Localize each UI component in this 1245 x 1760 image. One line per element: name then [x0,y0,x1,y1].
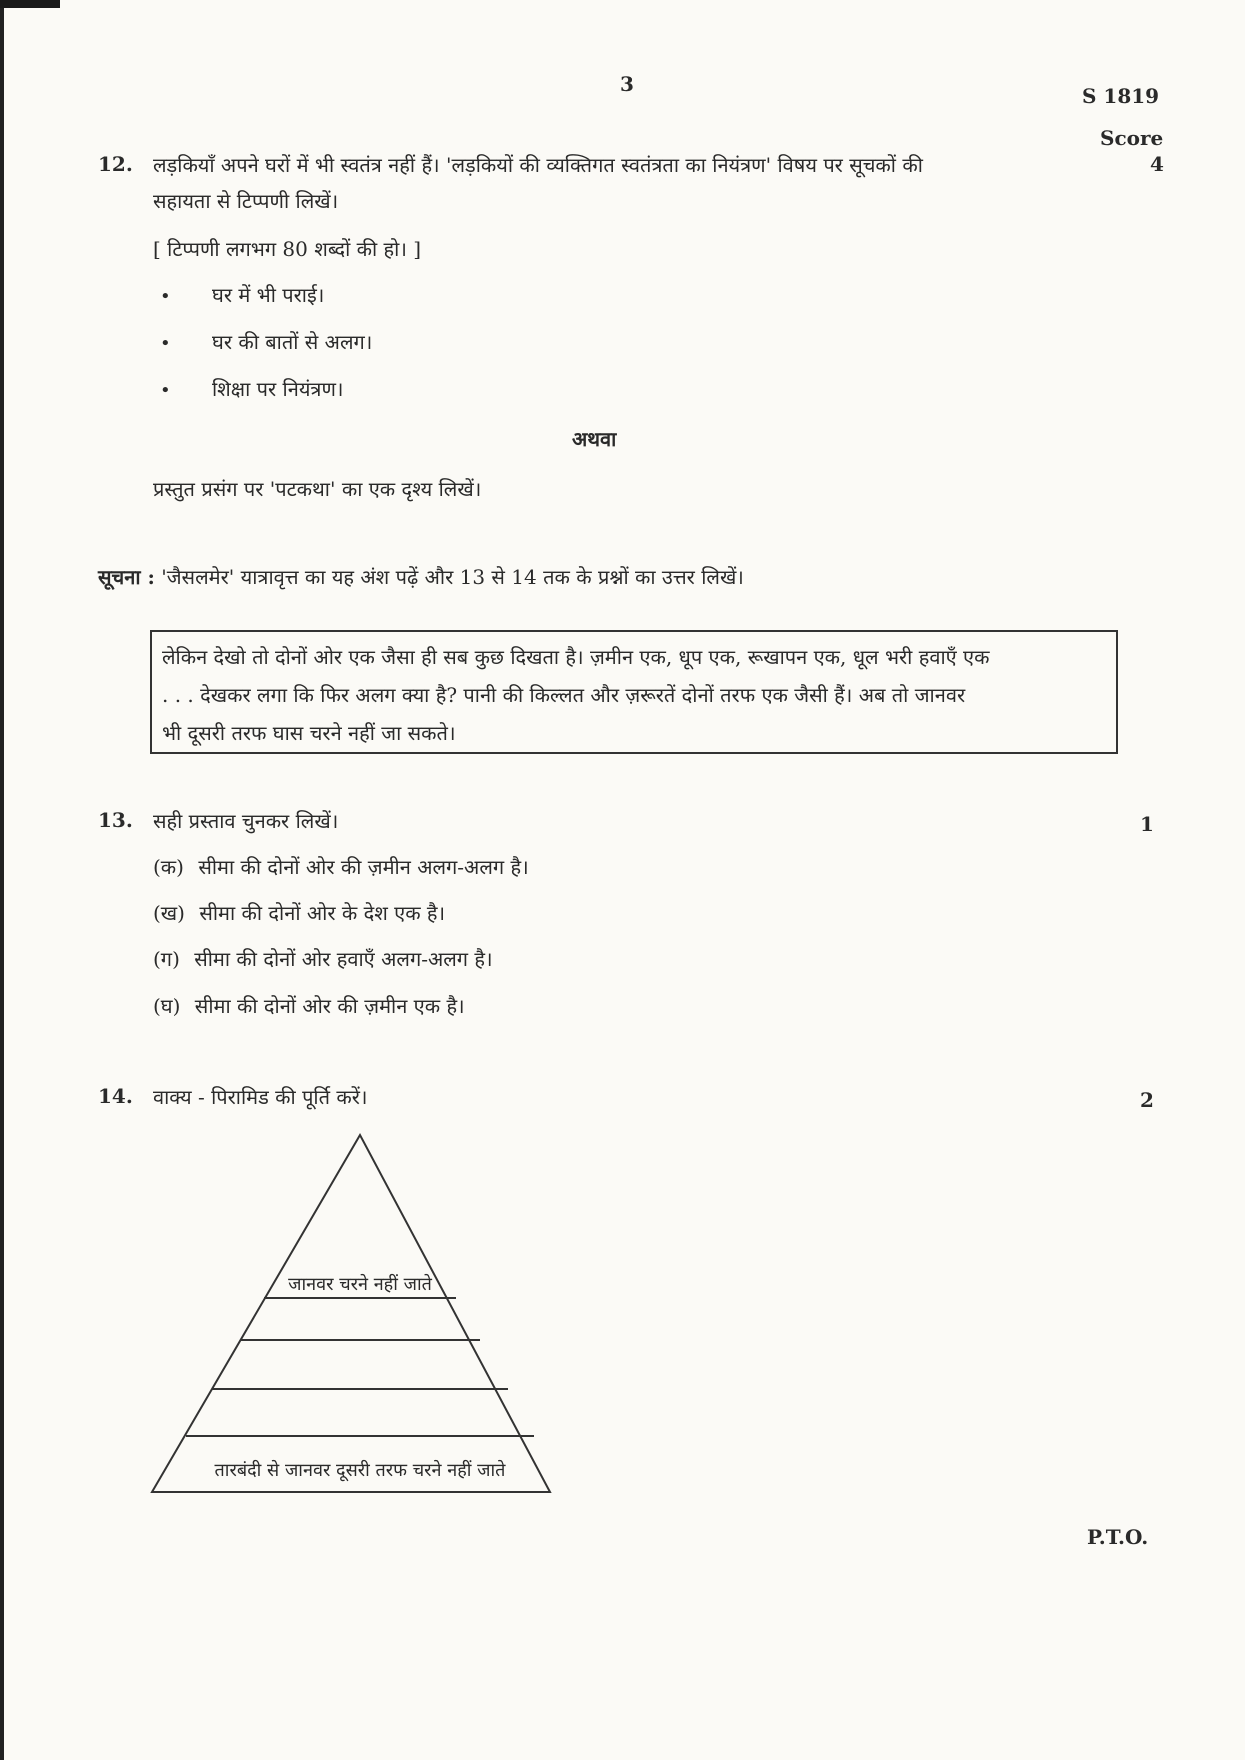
pyramid-outline [152,1135,550,1492]
paper-code: S 1819 [1082,84,1160,108]
q12-line2: सहायता से टिप्पणी लिखें। [153,189,339,213]
option-text: सीमा की दोनों ओर के देश एक है। [199,901,446,925]
q13-option [153,899,445,926]
q13-option [153,853,529,880]
question-number-13: 13. [98,808,133,832]
q12-bullet-3: शिक्षा पर नियंत्रण। [212,377,344,401]
notice-label: सूचना : [98,565,155,589]
option-label: (ख) [153,901,185,925]
option-label: (घ) [153,994,181,1018]
bullet-icon: • [160,380,171,401]
sentence-pyramid [150,1130,570,1495]
q14-prompt: वाक्य - पिरामिड की पूर्ति करें। [153,1085,368,1109]
question-number-12: 12. [98,152,133,176]
passage-line-1: लेकिन देखो तो दोनों ओर एक जैसा ही सब कुछ दिखता है। ज़मीन एक, धूप एक, रूखापन एक, धूल भरी हवाएँ एक [162,645,990,669]
scan-edge [0,0,4,1760]
q14-marks: 2 [1140,1088,1154,1112]
option-text: सीमा की दोनों ओर हवाएँ अलग-अलग है। [194,947,493,971]
option-label: (क) [153,855,184,879]
passage-line-2: . . . देखकर लगा कि फिर अलग क्या है? पानी की किल्लत और ज़रूरतें दोनों तरफ एक जैसी हैं। अब तो जानवर [162,683,966,707]
q12-marks: 4 [1150,152,1164,176]
passage-box [150,630,1118,754]
q13-prompt: सही प्रस्ताव चुनकर लिखें। [153,809,339,833]
q13-marks: 1 [1140,812,1154,836]
or-label: अथवा [572,427,617,451]
q12-line1: लड़कियाँ अपने घरों में भी स्वतंत्र नहीं हैं। 'लड़कियों की व्यक्तिगत स्वतंत्रता का नियंत्रण' विषय पर सूचकों की [153,153,923,177]
bullet-icon: • [160,286,171,307]
notice-text: 'जैसलमेर' यात्रावृत्त का यह अंश पढ़ें और 13 से 14 तक के प्रश्नों का उत्तर लिखें। [154,565,744,589]
q13-option [153,945,493,972]
q12-bullet-1: घर में भी पराई। [212,283,325,307]
scan-corner-mark [0,0,60,8]
score-column-label: Score [1100,126,1164,150]
pyramid-bottom-sentence: तारबंदी से जानवर दूसरी तरफ चरने नहीं जाते [214,1460,506,1481]
option-label: (ग) [153,947,180,971]
pyramid-top-sentence: जानवर चरने नहीं जाते [288,1274,432,1295]
q12-instruction: [ टिप्पणी लगभग 80 शब्दों की हो। ] [153,237,422,261]
page-number: 3 [620,72,634,96]
question-number-14: 14. [98,1084,133,1108]
option-text: सीमा की दोनों ओर की ज़मीन अलग-अलग है। [198,855,529,879]
q12-alternative-question: प्रस्तुत प्रसंग पर 'पटकथा' का एक दृश्य लिखें। [153,477,482,501]
q12-bullet-2: घर की बातों से अलग। [212,330,373,354]
bullet-icon: • [160,333,171,354]
option-text: सीमा की दोनों ओर की ज़मीन एक है। [194,994,465,1018]
please-turn-over: P.T.O. [1087,1525,1149,1549]
q13-option [153,992,465,1019]
passage-line-3: भी दूसरी तरफ घास चरने नहीं जा सकते। [162,721,456,745]
notice-line [98,558,744,596]
